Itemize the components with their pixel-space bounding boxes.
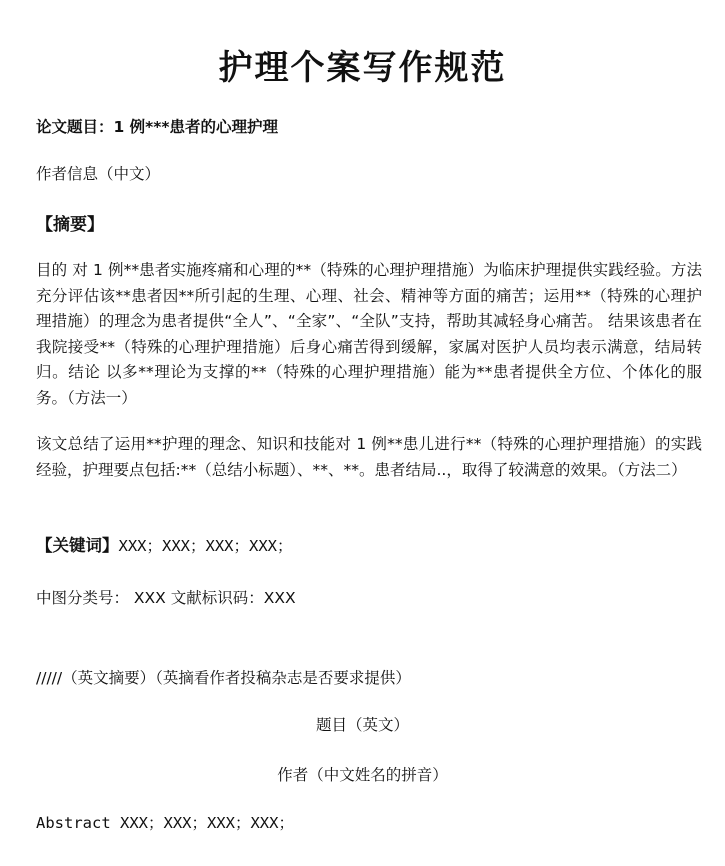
classification-number: 中图分类号： XXX 文献标识码：XXX (36, 589, 296, 607)
english-abstract-note: /////（英文摘要）（英摘看作者投稿杂志是否要求提供） (36, 669, 411, 687)
english-title-placeholder: 题目（英文） (315, 716, 409, 734)
document-title: 护理个案写作规范 (218, 48, 507, 88)
abstract-method-two: 该文总结了运用**护理的理念、知识和技能对 1 例**患儿进行**（特殊的心理护理措施）的实践经验，护理要点包括:**（总结小标题）、**、**。患者结局..，取得了较满意的效果。（方法二） (36, 435, 702, 479)
keywords-row (36, 532, 292, 556)
paper-title: 论文题目：1 例***患者的心理护理 (36, 118, 278, 136)
keywords-value: XXX；XXX；XXX；XXX； (118, 537, 293, 555)
abstract-method-one: 目的 对 1 例**患者实施疼痛和心理的**（特殊的心理护理措施）为临床护理提供实践经验。方法充分评估该**患者因**所引起的生理、心理、社会、精神等方面的痛苦；运用**（特殊的心理护理措施）的理念为患者提供“全人”、“全家”、“全队”支持，帮助其减轻身心痛苦。 结果该患者在我院接受**（特殊的心理护理措施）后身心痛苦得到缓解，家属对医护人员均表示满意，结局转归。结论 以多**理论为支撑的**（特殊的心理护理措施）能为**患者提供全方位、个体化的服务。（方法一） (36, 261, 702, 407)
english-author-placeholder: 作者（中文姓名的拼音） (277, 766, 448, 784)
english-abstract-line: Abstract XXX；XXX；XXX；XXX； (36, 814, 294, 832)
keywords-label: 【关键词】 (36, 536, 119, 555)
author-info: 作者信息（中文） (36, 165, 161, 183)
abstract-heading: 【摘要】 (36, 215, 104, 235)
